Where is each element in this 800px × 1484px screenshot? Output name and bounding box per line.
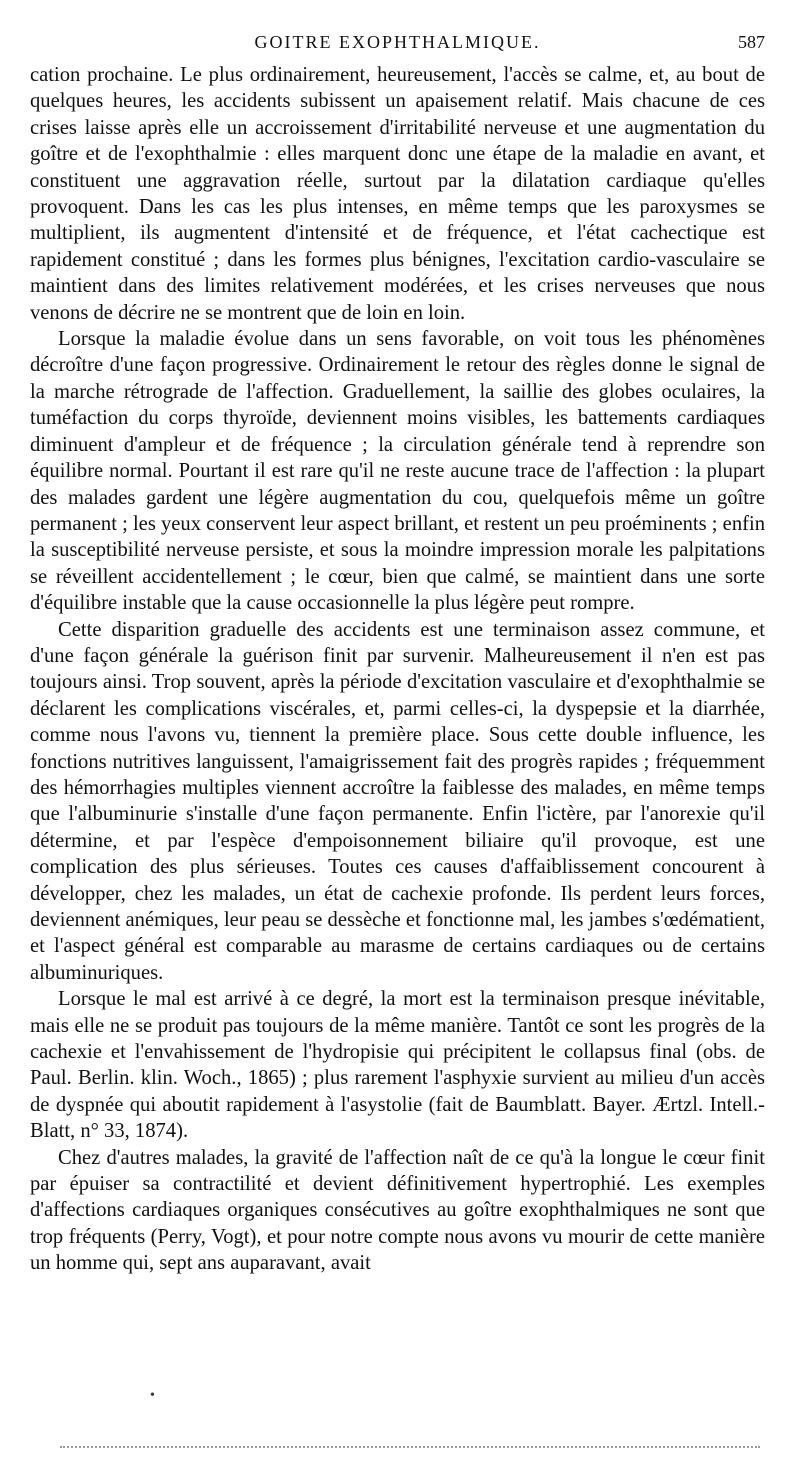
footer-dot: • xyxy=(150,1388,155,1403)
paragraph-cardiac: Chez d'autres malades, la gravité de l'affection naît de ce qu'à la longue le cœur finit par épuiser sa contractilité et devient définitivement hypertrophié. Les exemples d'affections cardiaques organiques consécutives au goître exophthalmiques ne sont que trop fréquents (Perry, Vogt), et pour notre compte nous avons vu mourir de cette manière un homme qui, sept ans auparavant, avait xyxy=(30,1146,765,1275)
running-header xyxy=(30,28,765,58)
paragraph-favorable-evolution: Lorsque la maladie évolue dans un sens favorable, on voit tous les phénomènes décroître d'une façon progressive. Ordinairement le retour des règles donne le signal de la marche rétrograde de l'affection. Graduellement, la saillie des globes oculaires, la tuméfaction du corps thyroïde, deviennent moins visibles, les battements cardiaques diminuent d'ampleur et de fréquence ; la circulation générale tend à reprendre son équilibre normal. Pourtant il est rare qu'il ne reste aucune trace de l'affection : la plupart des malades gardent une légère augmentation du cou, quelquefois même un goître permanent ; les yeux conservent leur aspect brillant, et restent un peu proéminents ; enfin la susceptibilité nerveuse persiste, et sous la moindre impression morale les palpitations se réveillent accidentellement ; le cœur, bien que calmé, se maintient dans une sorte d'équilibre instable que la cause occasionnelle la plus légère peut rompre. xyxy=(30,328,765,615)
paragraph-death: Lorsque le mal est arrivé à ce degré, la mort est la terminaison presque inévitable, mais elle ne se produit pas toujours de la même manière. Tantôt ce sont les progrès de la cachexie et l'envahissement de l'hydropisie qui précipitent le collapsus final (obs. de Paul. Berlin. klin. Woch., 1865) ; plus rarement l'asphyxie survient au milieu d'un accès de dyspnée qui aboutit rapidement à l'asystolie (fait de Baumblatt. Bayer. Ærtzl. Intell.-Blatt, n° 33, 1874). xyxy=(30,988,765,1143)
book-page xyxy=(30,28,765,1277)
running-title: GOITRE EXOPHTHALMIQUE. xyxy=(254,32,541,52)
page-number: 587 xyxy=(738,32,765,52)
body-text xyxy=(30,62,765,1277)
paragraph-complications: Cette disparition graduelle des accidents est une terminaison assez commune, et d'une façon générale la guérison finit par survenir. Malheureusement il n'en est pas toujours ainsi. Trop souvent, après la période d'excitation vasculaire et d'exophthalmie se déclarent les complications viscérales, et, parmi celles-ci, la dyspepsie et la diarrhée, comme nous l'avons vu, tiennent la première place. Sous cette double influence, les fonctions nutritives languissent, l'amaigrissement fait des progrès rapides ; fréquemment des hémorrhagies multiples viennent accroître la faiblesse des malades, en même temps que l'albuminurie s'installe d'une façon permanente. Enfin l'ictère, par l'anorexie qu'il détermine, et par l'espèce d'empoisonnement biliaire qu'il provoque, est une complication des plus sérieuses. Toutes ces causes d'affaiblissement concourent à développer, chez les malades, un état de cachexie profonde. Ils perdent leurs forces, deviennent anémiques, leur peau se dessèche et fonctionne mal, les jambes s'œdématient, et l'aspect général est comparable au marasme de certains cardiaques ou de certains albuminuriques. xyxy=(30,618,765,984)
bottom-print-rule xyxy=(60,1446,760,1448)
paragraph-continuation: cation prochaine. Le plus ordinairement, heureusement, l'accès se calme, et, au bout de quelques heures, les accidents subissent un apaisement relatif. Mais chacune de ces crises laisse après elle un accroissement d'irritabilité nerveuse et une augmentation du goître et de l'exophthalmie : elles marquent donc une étape de la maladie en avant, et constituent une aggravation réelle, surtout par la dilatation cardiaque qu'elles provoquent. Dans les cas les plus intenses, en même temps que les paroxysmes se multiplient, ils augmentent d'intensité et de fréquence, et l'état cachectique est rapidement constitué ; dans les formes plus bénignes, l'excitation cardio-vasculaire se maintient dans des limites relativement modérées, et les crises nerveuses que nous venons de décrire ne se montrent que de loin en loin. xyxy=(30,64,765,324)
